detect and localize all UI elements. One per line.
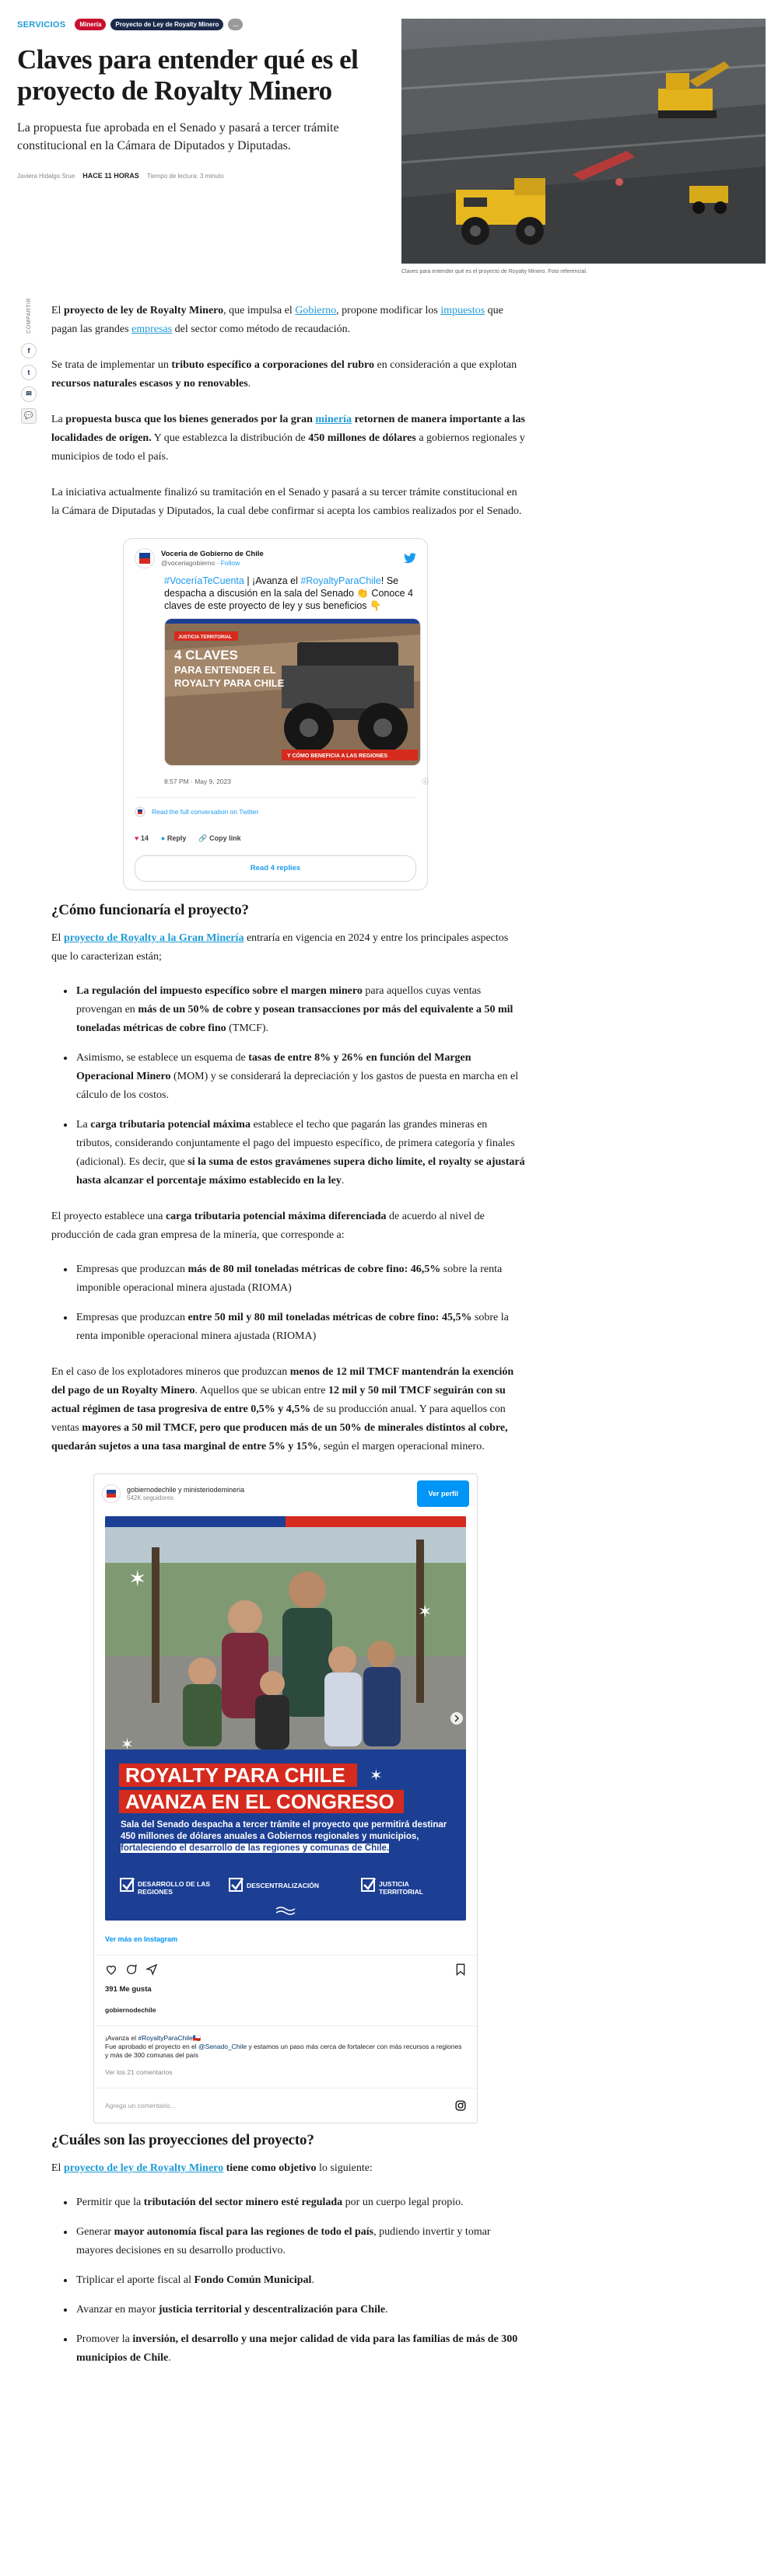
email-icon: ✉ (26, 390, 32, 398)
paragraph-4: La iniciativa actualmente finalizó su tramitación en el Senado y pasará a su tercer trámite constitucional en la Cámara de Diputadas y Diputados, la cual debe confirmar si acepta los cambios realizados por el Senado. (51, 487, 522, 517)
link-gobierno[interactable]: Gobierno (295, 305, 337, 316)
ig-mention-senado[interactable]: @Senado_Chile (198, 2043, 247, 2050)
comment-icon: 💬 (24, 411, 33, 420)
link-proyecto-ley[interactable]: proyecto de ley de Royalty Minero (63, 2162, 224, 2174)
hero-image (401, 19, 766, 264)
article-meta (17, 172, 391, 180)
hashtag-voceria[interactable]: #VoceríaTeCuenta (164, 575, 244, 586)
tweet-reply-button[interactable]: ● Reply (160, 834, 187, 842)
page-title: Claves para entender qué es el proyecto de Royalty Minero (17, 44, 359, 106)
share-send-icon[interactable] (145, 1963, 158, 1976)
ig-title-1: ROYALTY PARA CHILE (125, 1763, 345, 1787)
instagram-likes: 391 Me gusta (105, 1985, 152, 1994)
list-item: • Generar mayor autonomía fiscal para las regiones de todo el país, pudiendo invertir y tomar mayores decisiones en su desarrollo productivo. (75, 2223, 526, 2260)
bookmark-icon[interactable] (455, 1963, 466, 1976)
ig-title-2: AVANZA EN EL CONGRESO (125, 1790, 394, 1813)
gobierno-logo-icon (105, 1487, 117, 1500)
ig-body-a: Sala del Senado despacha a tercer trámite el proyecto que permitirá destinar 450 millones de dólares anuales a Gobiernos regionales y municipios, (121, 1820, 447, 1841)
instagram-account[interactable]: gobiernodechile (105, 2006, 156, 2014)
ig-check-1: DESARROLLO DE LAS REGIONES (138, 1880, 211, 1896)
paragraph-2: Se trata de implementar un tributo específico a corporaciones del rubro en consideración a que explotan recursos naturales escasos y no renovables. (51, 359, 517, 390)
link-icon: 🔗 (198, 834, 208, 842)
list-item: • Triplicar el aporte fiscal al Fondo Común Municipal. (75, 2271, 526, 2290)
twitter-icon: t (27, 368, 30, 376)
tweet-like-button[interactable] (135, 829, 149, 848)
view-more-instagram-link[interactable]: Ver más en Instagram (94, 1921, 477, 1956)
instagram-avatar[interactable] (102, 1484, 121, 1503)
list-item: • La regulación del impuesto específico sobre el margen minero para aquellos cuyas ventas provengan en más de un 50% de cobre y posean transacciones por más del equivalente a 50 mil toneladas métricas de cobre fino (TMCF). (75, 982, 526, 1038)
comments-button[interactable] (21, 408, 37, 424)
instagram-followers: 542K seguidores (127, 1494, 174, 1501)
instagram-embed (93, 1473, 478, 2123)
gobierno-logo-small-icon (135, 806, 145, 817)
link-empresas[interactable]: empresas (131, 323, 173, 335)
list-item: • Promover la inversión, el desarrollo y una mejor calidad de vida para las familias de más de 300 municipios de Chile. (75, 2330, 526, 2368)
tweet-img-title-1: 4 CLAVES (174, 648, 238, 662)
tweet-img-title-2: PARA ENTENDER EL (174, 664, 276, 676)
tag-mineria[interactable]: Minería (75, 19, 106, 30)
tweet-like-count: 14 (140, 834, 149, 842)
article-body (51, 302, 526, 2385)
tag-row (17, 19, 391, 30)
hero-caption: Claves para entender qué es el proyecto de Royalty Minero. Foto referencial. (401, 269, 587, 274)
info-icon[interactable]: ⓘ (422, 778, 429, 785)
instagram-image[interactable] (105, 1516, 466, 1921)
list-item: • Empresas que produzcan más de 80 mil toneladas métricas de cobre fino: 46,5% sobre la renta imponible operacional minera ajustada (RIOMA) (75, 1260, 526, 1298)
comment-bubble-icon[interactable] (125, 1963, 138, 1976)
tweet-handle[interactable]: @voceriagobierno (161, 558, 216, 567)
tag-royalty[interactable]: Proyecto de Ley de Royalty Minero (110, 19, 223, 30)
article-header (17, 19, 391, 180)
view-profile-button[interactable]: Ver perfil (417, 1480, 469, 1507)
gobierno-logo-icon (138, 551, 152, 565)
mining-photo (401, 19, 766, 264)
list-item: • Asimismo, se establece un esquema de tasas de entre 8% y 26% en función del Margen Operacional Minero (MOM) y se considerará la depreciación y los gastos de puesta en marcha en el cálculo de los costos. (75, 1049, 526, 1105)
tweet-img-cta: Y CÓMO BENEFICIA A LAS REGIONES (287, 753, 387, 759)
list-item: • Empresas que produzcan entre 50 mil y 80 mil toneladas métricas de cobre fino: 45,5% sobre la renta imponible operacional minera ajustada (RIOMA) (75, 1309, 526, 1346)
ig-check-3: JUSTICIA TERRITORIAL (379, 1880, 423, 1896)
section-heading-proyecciones: ¿Cuáles son las proyecciones del proyecto? (51, 2132, 314, 2148)
ig-body-b: fortaleciendo el desarrollo de las regiones y comunas de Chile. (121, 1844, 390, 1853)
email-share-button[interactable] (21, 386, 37, 402)
hashtag-royalty[interactable]: #RoyaltyParaChile (300, 575, 381, 586)
paragraph-7: En el caso de los explotadores mineros que produzcan menos de 12 mil TMCF mantendrán la exención del pago de un Royalty Minero. Aquellos que se ubican entre 12 mil y 50 mil TMCF seguirán con su actual régimen de tasa progresiva de entre 0,5% y 4,5% de su producción anual. Y para aquellos con ventas mayores a 50 mil TMCF, pero que producen más de un 50% de minerales distintos al cobre, quedarán sujetos a una tasa marginal de entre 5% y 15%, según el margen operacional minero. (51, 1366, 514, 1452)
tweet-embed: Vocería de Gobierno de Chile @voceriagobierno · Follow #VoceríaTeCuenta | ¡Avanza el #RoyaltyParaChile! Se despacha a discusión en la sala del Senado 👏 Conoce 4 claves de este proyecto de ley y sus beneficios 👇 JUSTICIA TERRITORIAL 4 CLAVES PARA ENTENDER EL ROYALTY PARA CHILE Y CÓMO BENEFICIA A LAS REGIONES 8:57 PM · May 9, 2023 ⓘ Read the full conversation on Twitter ♥ 14 ● Reply 🔗 Copy link Read 4 replies (123, 538, 428, 890)
ig-check-2: DESCENTRALIZACIÓN (247, 1882, 320, 1889)
twitter-share-button[interactable] (21, 365, 37, 380)
tweet-img-badge: JUSTICIA TERRITORIAL (178, 635, 233, 640)
publish-time: HACE 11 HORAS (82, 172, 139, 180)
facebook-icon: f (27, 346, 30, 355)
instagram-logo-icon[interactable] (455, 2100, 466, 2111)
reply-icon: ● (160, 834, 166, 842)
paragraph-3: La propuesta busca que los bienes generados por la gran minería retornen de manera importante a las localidades de origen. Y que establezca la distribución de 450 millones de dólares a gobiernos regionales y municipios de todo el país. (51, 414, 525, 463)
tweet-author-name[interactable]: Vocería de Gobierno de Chile (161, 549, 264, 558)
star-icon: ✶ (121, 1736, 134, 1753)
section-heading-como-funcionaria: ¿Cómo funcionaría el proyecto? (51, 902, 249, 918)
ig-hashtag[interactable]: #RoyaltyParaChile (138, 2034, 193, 2042)
tweet-img-title-3: ROYALTY PARA CHILE (174, 677, 285, 689)
link-mineria[interactable]: minería (315, 414, 352, 425)
paragraph-1: El proyecto de ley de Royalty Minero, que impulsa el Gobierno, propone modificar los impuestos que pagan las grandes empresas del sector como método de recaudación. (51, 305, 503, 335)
instagram-users[interactable]: gobiernodechile y ministeriodemineria (127, 1485, 245, 1494)
like-heart-icon[interactable] (105, 1963, 117, 1976)
share-bar (17, 298, 40, 424)
instagram-image-graphic (105, 1516, 466, 1921)
list-item: • Avanzar en mayor justicia territorial y descentralización para Chile. (75, 2301, 526, 2319)
tweet-read-replies-button[interactable]: Read 4 replies (135, 855, 416, 882)
heart-icon: ♥ (135, 834, 139, 842)
tweet-avatar[interactable] (135, 548, 155, 568)
section-link[interactable]: SERVICIOS (17, 19, 66, 30)
list-carga-tributaria (51, 1260, 526, 1346)
share-label: COMPARTIR (26, 298, 32, 334)
list-aspectos (51, 982, 526, 1190)
star-icon: ✶ (128, 1567, 147, 1591)
page-subtitle: La propuesta fue aprobada en el Senado y pasará a tercer trámite constitucional en la Cámara de Diputados y Diputadas. (17, 121, 339, 152)
paragraph-8: El proyecto de ley de Royalty Minero tiene como objetivo lo siguiente: (51, 2162, 373, 2174)
list-item: • La carga tributaria potencial máxima establece el techo que pagarán las grandes mineras en tributos, considerando conjuntamente el pago del impuesto específico, de primera categoría y finales (adicional). Es decir, que si la suma de estos gravámenes supera dicho límite, el royalty se ajustará hasta alcanzar el porcentaje máximo establecido en la ley. (75, 1116, 526, 1190)
tweet-date[interactable]: 8:57 PM · May 9, 2023 (164, 778, 231, 785)
list-item: • Permitir que la tributación del sector minero esté regulada por un cuerpo legal propio. (75, 2193, 526, 2212)
paragraph-5: El proyecto de Royalty a la Gran Minería entraría en vigencia en 2024 y entre los principales aspectos que lo caracterizan están; (51, 932, 509, 963)
add-comment-input[interactable]: Agrega un comentario... (105, 2102, 176, 2109)
tweet-read-full[interactable]: Read the full conversation on Twitter (135, 797, 416, 821)
star-icon: ✶ (370, 1767, 383, 1784)
star-icon: ✶ (418, 1602, 433, 1621)
tweet-copy-link-button[interactable]: 🔗 Copy link (198, 834, 241, 842)
twitter-bird-icon[interactable] (404, 553, 416, 564)
list-objetivos (51, 2193, 526, 2368)
instagram-caption: ¡Avanza el #RoyaltyParaChile🇨🇱 Fue aprobado el proyecto en el @Senado_Chile y estamos un paso más cerca de fortalecer con más recursos a regiones y más de 300 comunas del país (94, 2025, 477, 2060)
paragraph-6: El proyecto establece una carga tributaria potencial máxima diferenciada de acuerdo al nivel de producción de cada gran empresa de la minería, que corresponde a: (51, 1211, 485, 1241)
author[interactable]: Javiera Hidalgo Srue (17, 172, 75, 180)
link-impuestos[interactable]: impuestos (440, 305, 485, 316)
tweet-image-graphic (165, 619, 421, 766)
view-comments-link[interactable]: Ver los 21 comentarios (105, 2068, 173, 2076)
facebook-share-button[interactable] (21, 343, 37, 358)
tag-more[interactable]: ... (228, 19, 243, 30)
reading-time: Tiempo de lectura: 3 minuto (146, 172, 224, 180)
link-proyecto-gran-mineria[interactable]: proyecto de Royalty a la Gran Minería (63, 932, 244, 944)
tweet-follow-link[interactable]: Follow (220, 558, 240, 567)
tweet-text: #VoceríaTeCuenta | ¡Avanza el #RoyaltyParaChile! Se despacha a discusión en la sala del Senado 👏 Conoce 4 claves de este proyecto de ley y sus beneficios 👇 (164, 575, 413, 611)
tweet-image[interactable] (164, 618, 421, 766)
